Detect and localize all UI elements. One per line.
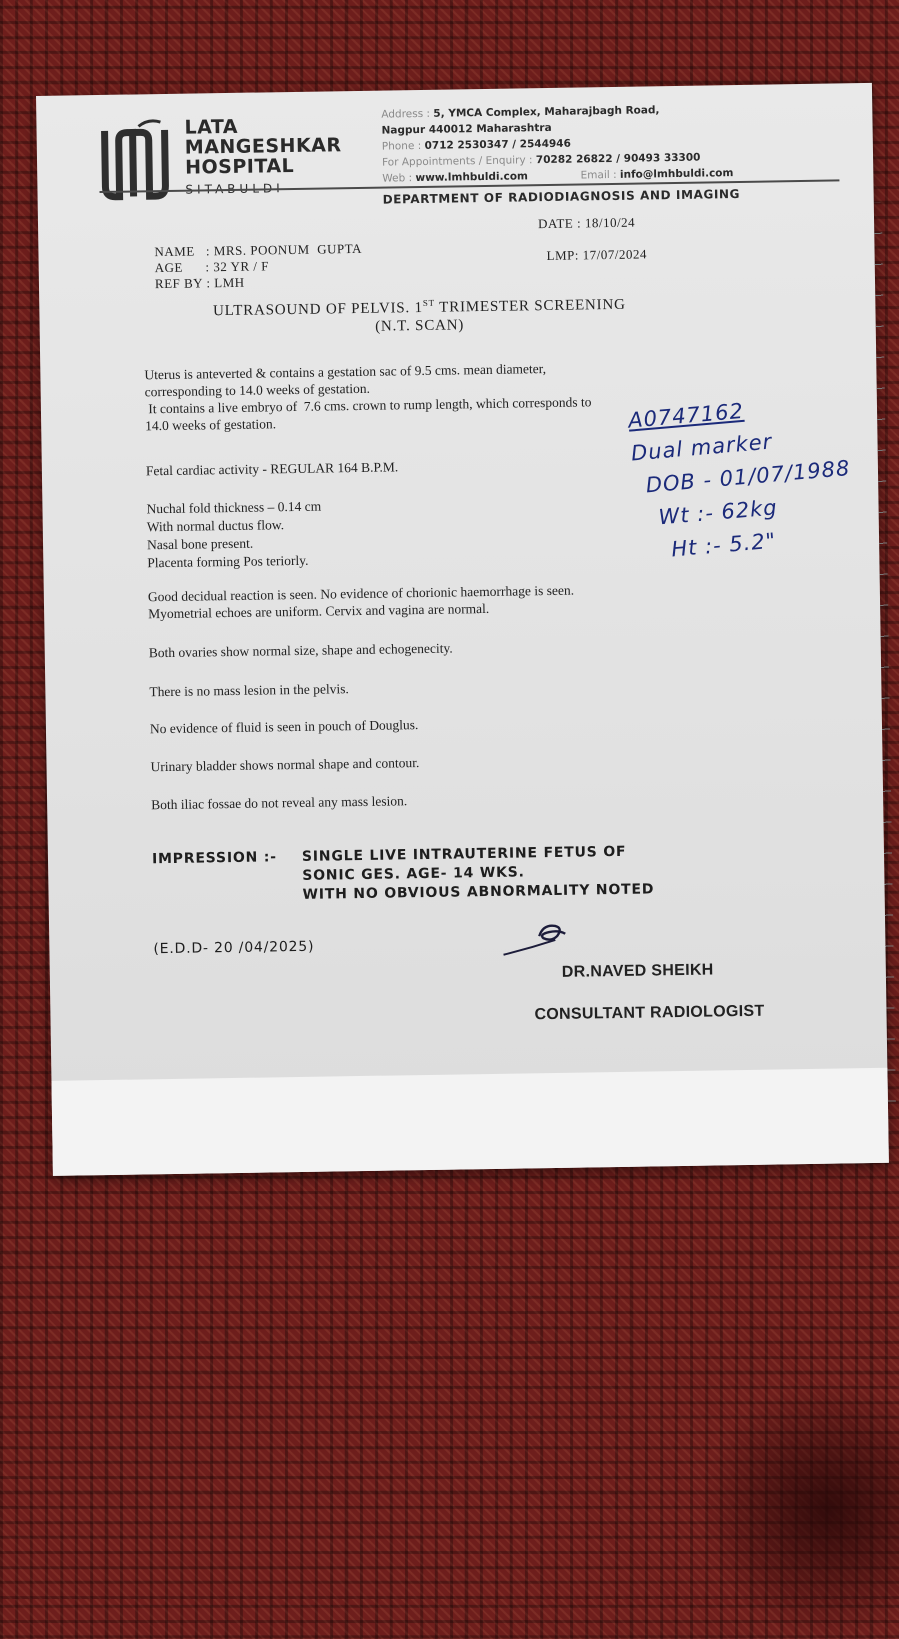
impression-line3: WITH NO OBVIOUS ABNORMALITY NOTED	[302, 881, 655, 903]
doctor-name: DR.NAVED SHEIKH	[561, 961, 714, 981]
gestation-line1: Uterus is anteverted & contains a gestation sac of 9.5 cms. mean diameter,	[144, 361, 547, 383]
hospital-contact-block	[381, 101, 733, 187]
gestation-line4: 14.0 weeks of gestation.	[145, 416, 277, 434]
finding-ovaries: Both ovaries show normal size, shape and echogenecity.	[148, 640, 453, 661]
impression-line2: SONIC GES. AGE- 14 WKS.	[302, 864, 525, 884]
lmp-date: LMP: 17/07/2024	[546, 246, 648, 263]
signature	[499, 913, 590, 962]
doctor-designation: CONSULTANT RADIOLOGIST	[534, 1002, 765, 1024]
finding-bladder: Urinary bladder shows normal shape and contour.	[150, 755, 420, 775]
address-value: 5, YMCA Complex, Maharajbagh Road,	[433, 104, 660, 120]
hospital-name-line3: HOSPITAL	[184, 154, 295, 179]
report-title-end: TRIMESTER SCREENING	[434, 296, 626, 316]
finding-iliac: Both iliac fossae do not reveal any mass lesion.	[151, 793, 408, 813]
phone-value: 0712 2530347 / 2544946	[424, 137, 571, 152]
email-label: Email :	[580, 168, 621, 182]
finding-douglas-fluid: No evidence of fluid is seen in pouch of Douglus.	[149, 717, 419, 737]
email-value: info@lmhbuldi.com	[619, 167, 734, 181]
department-title: DEPARTMENT OF RADIODIAGNOSIS AND IMAGING	[382, 186, 741, 207]
report-title-main: ULTRASOUND OF PELVIS. 1	[212, 299, 423, 320]
placenta-position: Placenta forming Pos teriorly.	[147, 552, 309, 571]
handwritten-weight: Wt :- 62kg	[657, 495, 779, 530]
sheet-edge	[874, 203, 896, 1103]
patient-name: NAME : MRS. POONUM GUPTA	[154, 240, 363, 260]
impression-label: IMPRESSION :-	[151, 849, 277, 868]
finding-pelvis-mass: There is no mass lesion in the pelvis.	[149, 681, 349, 700]
nuchal-fold: Nuchal fold thickness – 0.14 cm	[146, 498, 322, 517]
decidual-line2: Myometrial echoes are uniform. Cervix and vagina are normal.	[148, 600, 490, 622]
appointments-value: 70282 26822 / 90493 33300	[535, 151, 701, 167]
handwritten-id: A0747162	[627, 398, 745, 433]
report-title-sup: ST	[422, 297, 435, 308]
impression-text	[302, 842, 655, 905]
impression-line1: SINGLE LIVE INTRAUTERINE FETUS OF	[301, 843, 627, 865]
expected-delivery-date: (E.D.D- 20 /04/2025)	[153, 938, 315, 958]
report-date: DATE : 18/10/24	[537, 214, 636, 232]
handwritten-notes	[627, 386, 857, 569]
hospital-logo	[98, 116, 171, 201]
findings-nuchal	[146, 498, 322, 573]
hospital-name-line1: LATA	[184, 115, 239, 139]
decidual-line1: Good decidual reaction is seen. No evidence of chorionic haemorrhage is seen.	[147, 582, 575, 605]
handwritten-height: Ht :- 5.2"	[670, 528, 778, 562]
referred-by: REF BY : LMH	[154, 274, 245, 292]
report-sheet	[36, 83, 889, 1176]
gestation-line3: It contains a live embryo of 7.6 cms. crown to rump length, which corresponds to	[144, 394, 592, 417]
findings-decidual	[148, 582, 575, 623]
phone-label: Phone :	[381, 139, 425, 153]
gestation-line2: corresponding to 14.0 weeks of gestation.	[144, 380, 371, 400]
sheet-bottom-margin	[51, 1068, 888, 1176]
address-line2: Nagpur 440012 Maharashtra	[381, 121, 552, 137]
web-value: www.lmhbuldi.com	[415, 170, 529, 185]
appointments-label: For Appointments / Enquiry :	[381, 154, 536, 169]
nasal-bone: Nasal bone present.	[146, 535, 254, 553]
patient-age: AGE : 32 YR / F	[154, 258, 270, 276]
ductus-flow: With normal ductus flow.	[146, 517, 285, 535]
report-subtitle: (N.T. SCAN)	[375, 317, 465, 335]
web-label: Web :	[382, 172, 416, 185]
handwritten-dob: DOB - 01/07/1988	[644, 455, 852, 498]
background-shadow	[699, 1379, 899, 1639]
handwritten-test: Dual marker	[630, 429, 774, 466]
hospital-name-line2: MANGESHKAR	[184, 134, 342, 159]
address-label: Address :	[381, 107, 434, 121]
fetal-cardiac-activity: Fetal cardiac activity - REGULAR 164 B.P.M.	[145, 459, 399, 479]
